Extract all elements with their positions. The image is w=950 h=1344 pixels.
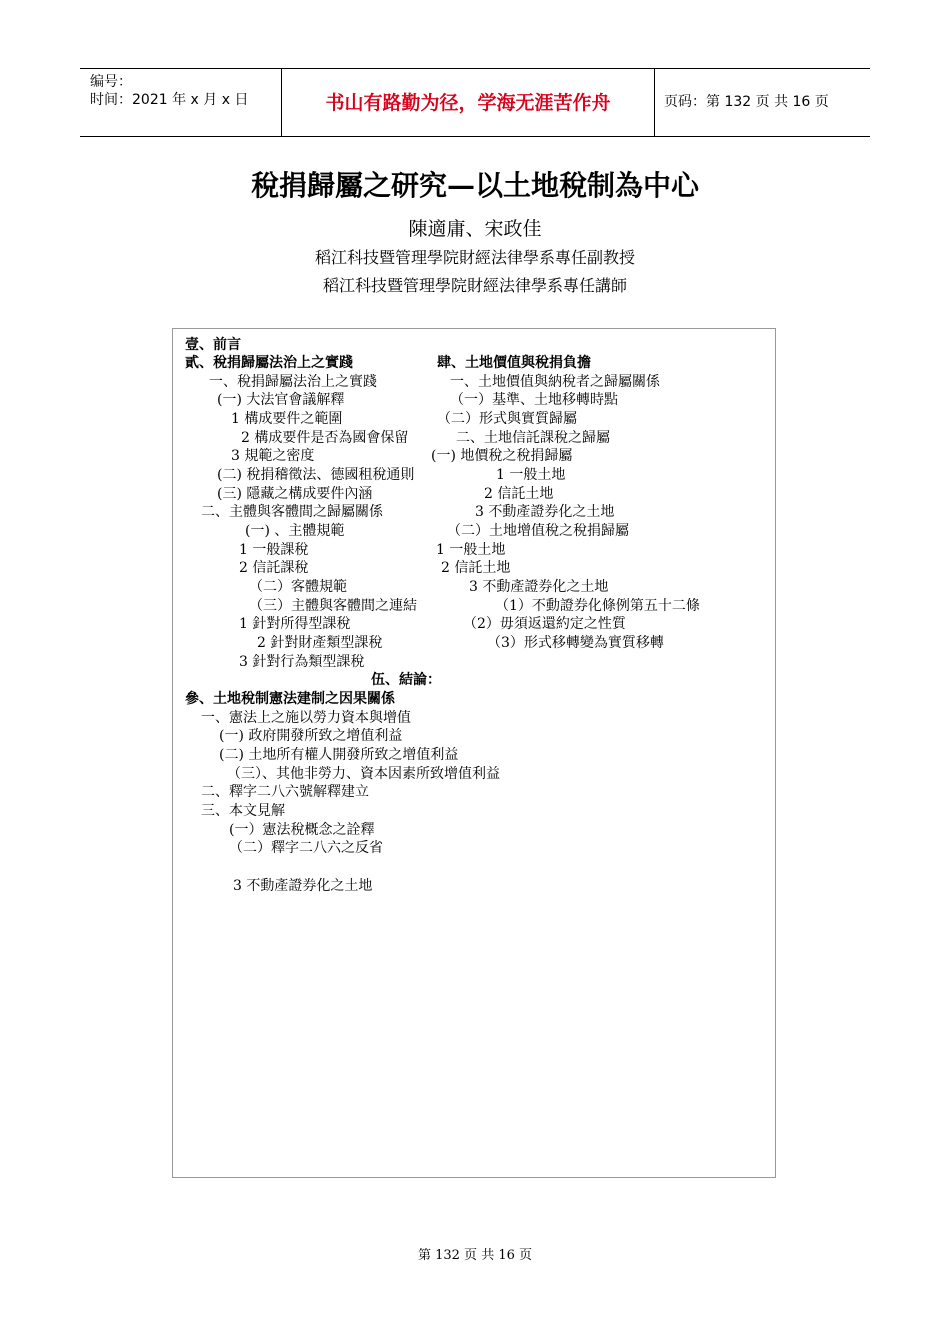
toc-item: 二、土地信託課稅之歸屬: [456, 430, 610, 446]
toc-item: 2 信託土地: [441, 560, 511, 576]
serial-label: 编号：: [90, 74, 132, 90]
table-of-contents-box: [172, 328, 776, 1178]
page-info: 页码：第 132 页 共 16 页: [664, 94, 829, 110]
toc-item: 3 不動產證券化之土地: [475, 504, 615, 520]
toc-item: (一）憲法稅概念之詮釋: [229, 822, 375, 838]
toc-item: 二、釋字二八六號解釋建立: [201, 784, 369, 800]
toc-item: 3 不動產證券化之土地: [469, 579, 609, 595]
toc-item: 2 構成要件是否為國會保留: [241, 430, 409, 446]
header-middle-cell: [282, 69, 655, 136]
toc-item: (一) 地價稅之稅捐歸屬: [431, 448, 573, 464]
toc-item: (二) 土地所有權人開發所致之增值利益: [219, 747, 459, 763]
toc-item: 1 一般土地: [436, 542, 506, 558]
toc-item: （一）基準、土地移轉時點: [450, 392, 618, 408]
toc-item: (一) 大法官會議解釋: [217, 392, 345, 408]
toc-item: 三、本文見解: [201, 803, 285, 819]
toc-item: （三）、其他非勞力、資本因素所致增值利益: [227, 766, 500, 782]
toc-item: 2 針對財產類型課稅: [257, 635, 383, 651]
toc-item: （1）不動證券化條例第五十二條: [495, 598, 700, 614]
toc-item: (二) 稅捐稽徵法、德國租稅通則: [217, 467, 415, 483]
toc-item: (三) 隱藏之構成要件內涵: [217, 486, 373, 502]
toc-item: 1 針對所得型課稅: [239, 616, 351, 632]
toc-item: (一) 政府開發所致之增值利益: [219, 728, 403, 744]
toc-item: 壹、前言: [185, 337, 241, 353]
date-line: 时间：2021 年 x 月 x 日: [90, 92, 249, 108]
toc-item: 一、憲法上之施以勞力資本與增值: [201, 710, 411, 726]
document-title: 稅捐歸屬之研究—以土地稅制為中心: [250, 169, 699, 202]
toc-item: 伍、結論：: [371, 672, 441, 688]
authors: 陳適庸、宋政佳: [408, 218, 542, 240]
toc-item: 1 一般土地: [496, 467, 566, 483]
toc-item: （2）毋須返還約定之性質: [463, 616, 626, 632]
toc-item: （三）主體與客體間之連結: [249, 598, 417, 614]
toc-item: 3 不動產證券化之土地: [233, 878, 373, 894]
toc-item: 2 信託課稅: [239, 560, 309, 576]
page-footer: 第 132 页 共 16 页: [417, 1248, 533, 1263]
header-left-cell: [80, 69, 282, 136]
toc-item: 一、土地價值與納稅者之歸屬關係: [450, 374, 660, 390]
toc-item: （二）形式與實質歸屬: [437, 411, 577, 427]
affiliation-1: 稻江科技暨管理學院財經法律學系專任副教授: [314, 248, 635, 267]
toc-item: 3 規範之密度: [231, 448, 315, 464]
toc-item: 參、土地稅制憲法建制之因果關係: [185, 691, 395, 707]
motto: 书山有路勤为径，学海无涯苦作舟: [325, 92, 611, 114]
toc-item: 貳、稅捐歸屬法治上之實踐: [185, 355, 353, 371]
toc-item: （3）形式移轉變為實質移轉: [487, 635, 664, 651]
toc-item: 二、主體與客體間之歸屬關係: [201, 504, 383, 520]
toc-item: 一、稅捐歸屬法治上之實踐: [209, 374, 377, 390]
toc-item: （二）客體規範: [249, 579, 347, 595]
toc-item: （二）土地增值稅之稅捐歸屬: [447, 523, 629, 539]
page-header: [80, 68, 870, 137]
toc-item: 1 一般課稅: [239, 542, 309, 558]
affiliation-2: 稻江科技暨管理學院財經法律學系專任講師: [322, 276, 627, 295]
toc-item: 1 構成要件之範圍: [231, 411, 343, 427]
toc-item: 肆、土地價值與稅捐負擔: [437, 355, 591, 371]
toc-item: 2 信託土地: [484, 486, 554, 502]
header-right-cell: [655, 69, 870, 136]
toc-item: （二）釋字二八六之反省: [229, 840, 383, 856]
toc-item: (一) 、主體規範: [245, 523, 345, 539]
toc-item: 3 針對行為類型課稅: [239, 654, 365, 670]
